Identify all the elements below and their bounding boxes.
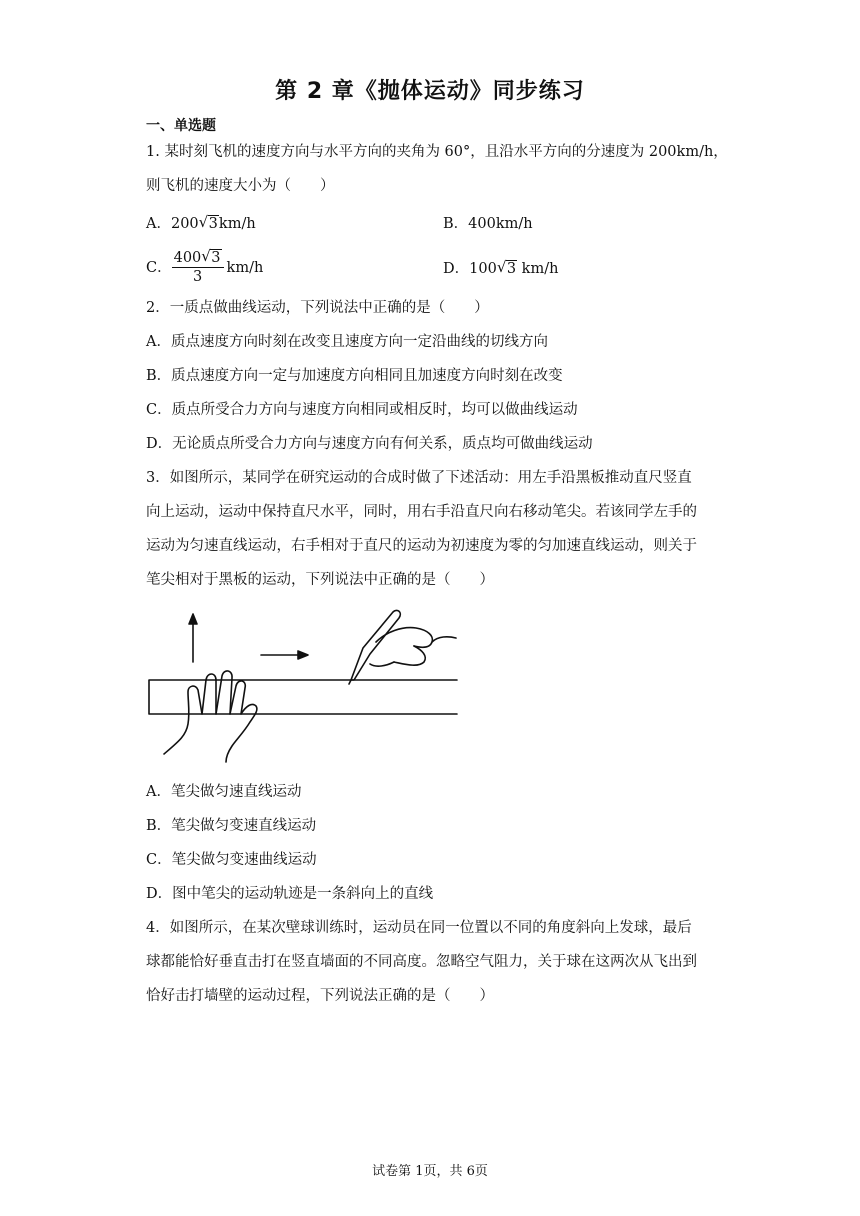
q3-option-a[interactable]: A．笔尖做匀速直线运动 bbox=[146, 784, 302, 800]
q3-stem-line1: 3．如图所示，某同学在研究运动的合成时做了下述活动：用左手沿黑板推动直尺竖直 bbox=[146, 470, 692, 486]
right-hand-finger bbox=[394, 646, 425, 665]
right-hand-wrist bbox=[432, 637, 456, 642]
unit: km/h bbox=[218, 216, 256, 232]
q2-option-b[interactable]: B．质点速度方向一定与加速度方向相同且加速度方向时刻在改变 bbox=[146, 368, 563, 384]
q4-stem-line2: 球都能恰好垂直击打在竖直墙面的不同高度。忽略空气阻力，关于球在这两次从飞出到 bbox=[146, 954, 697, 970]
radicand: 3 bbox=[208, 216, 218, 232]
q3-option-d[interactable]: D．图中笔尖的运动轨迹是一条斜向上的直线 bbox=[146, 886, 434, 902]
fraction bbox=[172, 249, 224, 286]
q1-stem-line1: 1. 某时刻飞机的速度方向与水平方向的夹角为 60°，且沿水平方向的分速度为 200km/h， bbox=[146, 144, 728, 160]
coefficient: 200 bbox=[170, 216, 199, 232]
q3-stem-line4: 笔尖相对于黑板的运动，下列说法中正确的是（ ） bbox=[146, 572, 494, 588]
unit: km/h bbox=[226, 259, 264, 276]
q1-stem-line2: 则飞机的速度大小为（ ） bbox=[146, 178, 335, 194]
option-label: D． bbox=[443, 261, 470, 277]
ruler-hand-figure bbox=[146, 606, 466, 764]
q1-option-d[interactable] bbox=[443, 259, 558, 279]
sqrt-sign: √ 3 bbox=[201, 247, 221, 266]
up-arrowhead bbox=[189, 614, 197, 624]
q2-option-d[interactable]: D．无论质点所受合力方向与速度方向有何关系，质点均可做曲线运动 bbox=[146, 436, 593, 452]
right-arrowhead bbox=[298, 651, 308, 659]
q4-stem-line3: 恰好击打墙壁的运动过程，下列说法正确的是（ ） bbox=[146, 988, 494, 1004]
radicand: 3 bbox=[211, 250, 221, 266]
denominator: 3 bbox=[192, 269, 203, 285]
left-hand-finger-2 bbox=[216, 671, 232, 714]
q1-option-b[interactable]: B．400km/h bbox=[443, 216, 533, 232]
right-hand-thumb bbox=[370, 662, 394, 666]
option-label: A． bbox=[146, 216, 171, 232]
q3-option-c[interactable]: C．笔尖做匀变速曲线运动 bbox=[146, 852, 317, 868]
sqrt-sign: √ 3 bbox=[496, 258, 517, 277]
q3-stem-line2: 向上运动，运动中保持直尺水平，同时，用右手沿直尺向右移动笔尖。若该同学左手的 bbox=[146, 504, 697, 520]
q4-stem-line1: 4．如图所示，在某次壁球训练时，运动员在同一位置以不同的角度斜向上发球，最后 bbox=[146, 920, 692, 936]
q2-option-a[interactable]: A．质点速度方向时刻在改变且速度方向一定沿曲线的切线方向 bbox=[146, 334, 548, 350]
section-heading: 一、单选题 bbox=[146, 118, 216, 134]
left-hand bbox=[164, 686, 202, 754]
sqrt-sign: √ 3 bbox=[198, 213, 218, 232]
page-footer: 试卷第 1页，共 6页 bbox=[372, 1164, 488, 1179]
page-title: 第 2 章《抛体运动》同步练习 bbox=[275, 79, 585, 104]
option-label: C． bbox=[146, 259, 172, 276]
q3-stem-line3: 运动为匀速直线运动，右手相对于直尺的运动为初速度为零的匀加速直线运动，则关于 bbox=[146, 538, 697, 554]
radicand: 3 bbox=[506, 261, 517, 277]
unit: km/h bbox=[521, 261, 559, 277]
q1-option-c[interactable] bbox=[146, 249, 263, 286]
ruler bbox=[149, 680, 457, 714]
q2-option-c[interactable]: C．质点所受合力方向与速度方向相同或相反时，均可以做曲线运动 bbox=[146, 402, 578, 418]
pen bbox=[351, 610, 400, 680]
numerator-coefficient: 400 bbox=[173, 250, 202, 266]
coefficient: 100 bbox=[469, 261, 497, 277]
q1-option-a[interactable] bbox=[146, 214, 256, 234]
q3-option-b[interactable]: B．笔尖做匀变速直线运动 bbox=[146, 818, 317, 834]
q2-stem: 2．一质点做曲线运动，下列说法中正确的是（ ） bbox=[146, 300, 489, 316]
right-hand-back bbox=[376, 628, 432, 648]
